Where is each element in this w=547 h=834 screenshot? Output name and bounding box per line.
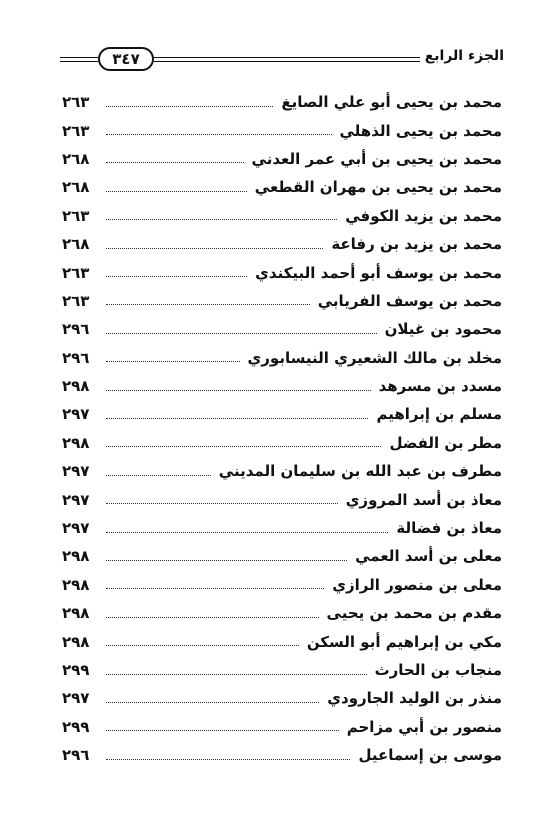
entry-page-number: ٢٩٩ bbox=[62, 717, 90, 736]
entry-name: معاذ بن فضالة bbox=[396, 519, 502, 538]
index-entry bbox=[62, 287, 502, 315]
entry-name: محمود بن غيلان bbox=[384, 320, 502, 339]
header-rule-right bbox=[154, 57, 420, 62]
index-entry bbox=[62, 429, 502, 457]
entry-page-number: ٢٦٨ bbox=[62, 178, 90, 197]
index-entry bbox=[62, 202, 502, 230]
entry-name: محمد بن يحيى الذهلي bbox=[339, 121, 502, 140]
dot-leader bbox=[106, 532, 388, 533]
index-entry bbox=[62, 656, 502, 684]
entry-name: محمد بن يحيى أبو علي الصايغ bbox=[281, 93, 502, 112]
entry-name: معاذ بن أسد المروزي bbox=[345, 490, 502, 509]
dot-leader bbox=[106, 390, 371, 391]
dot-leader bbox=[106, 560, 347, 561]
index-entry bbox=[62, 599, 502, 627]
entry-page-number: ٢٦٨ bbox=[62, 235, 90, 254]
entry-page-number: ٢٩٦ bbox=[62, 746, 90, 765]
entry-name: مخلد بن مالك الشعيري النيسابوري bbox=[247, 348, 502, 367]
header-rule-left bbox=[60, 57, 98, 62]
index-entry bbox=[62, 116, 502, 144]
entry-name: معلى بن أسد العمي bbox=[355, 547, 502, 566]
index-entry bbox=[62, 258, 502, 286]
dot-leader bbox=[106, 674, 367, 675]
entry-name: مسدد بن مسرهد bbox=[378, 377, 502, 396]
running-title: الجزء الرابع bbox=[424, 48, 504, 64]
dot-leader bbox=[106, 134, 332, 135]
dot-leader bbox=[106, 219, 337, 220]
dot-leader bbox=[106, 588, 324, 589]
dot-leader bbox=[106, 503, 338, 504]
dot-leader bbox=[106, 191, 247, 192]
dot-leader bbox=[106, 645, 299, 646]
entry-page-number: ٢٩٨ bbox=[62, 433, 90, 452]
entry-name: مقدم بن محمد بن يحيى bbox=[326, 604, 502, 623]
index-entry bbox=[62, 344, 502, 372]
dot-leader bbox=[106, 361, 240, 362]
dot-leader bbox=[106, 276, 247, 277]
entry-page-number: ٢٩٧ bbox=[62, 462, 90, 481]
entry-page-number: ٢٦٣ bbox=[62, 291, 90, 310]
dot-leader bbox=[106, 418, 368, 419]
index-entry bbox=[62, 230, 502, 258]
index-list bbox=[62, 88, 502, 769]
entry-name: مطرف بن عبد الله بن سليمان المديني bbox=[218, 462, 502, 481]
page-header bbox=[60, 44, 504, 74]
page-number: ٣٤٧ bbox=[98, 47, 154, 71]
index-entry bbox=[62, 571, 502, 599]
entry-name: مسلم بن إبراهيم bbox=[376, 405, 502, 424]
index-entry bbox=[62, 684, 502, 712]
index-entry bbox=[62, 400, 502, 428]
entry-name: محمد بن يوسف أبو أحمد البيكندي bbox=[255, 263, 502, 282]
entry-name: محمد بن يزيد بن رفاعة bbox=[331, 235, 502, 254]
entry-page-number: ٢٩٨ bbox=[62, 575, 90, 594]
entry-page-number: ٢٩٩ bbox=[62, 661, 90, 679]
index-entry bbox=[62, 485, 502, 513]
index-entry bbox=[62, 514, 502, 542]
dot-leader bbox=[106, 475, 211, 476]
index-entry bbox=[62, 145, 502, 173]
entry-page-number: ٢٩٨ bbox=[62, 377, 90, 396]
entry-page-number: ٢٩٧ bbox=[62, 405, 90, 424]
entry-page-number: ٢٩٨ bbox=[62, 632, 90, 651]
dot-leader bbox=[106, 304, 310, 305]
index-entry bbox=[62, 88, 502, 116]
entry-name: محمد بن يوسف الفريابي bbox=[317, 291, 502, 310]
dot-leader bbox=[106, 333, 377, 334]
dot-leader bbox=[106, 248, 323, 249]
dot-leader bbox=[106, 617, 319, 618]
entry-page-number: ٢٩٦ bbox=[62, 320, 90, 339]
entry-page-number: ٢٩٧ bbox=[62, 689, 90, 708]
entry-name: محمد بن يحيى بن مهران القطعي bbox=[254, 178, 502, 197]
entry-name: موسى بن إسماعيل bbox=[358, 746, 502, 765]
entry-page-number: ٢٩٨ bbox=[62, 547, 90, 566]
dot-leader bbox=[106, 702, 319, 703]
index-entry bbox=[62, 542, 502, 570]
entry-page-number: ٢٦٣ bbox=[62, 263, 90, 282]
entry-name: محمد بن يحيى بن أبي عمر العدني bbox=[251, 149, 502, 168]
entry-page-number: ٢٩٦ bbox=[62, 348, 90, 367]
index-entry bbox=[62, 627, 502, 655]
dot-leader bbox=[106, 106, 273, 107]
entry-page-number: ٢٩٧ bbox=[62, 490, 90, 509]
entry-page-number: ٢٦٣ bbox=[62, 93, 90, 112]
entry-page-number: ٢٦٣ bbox=[62, 121, 90, 140]
dot-leader bbox=[106, 162, 244, 163]
index-entry bbox=[62, 713, 502, 741]
entry-page-number: ٢٦٨ bbox=[62, 149, 90, 168]
entry-name: مكي بن إبراهيم أبو السكن bbox=[306, 632, 502, 651]
index-entry bbox=[62, 457, 502, 485]
index-entry bbox=[62, 173, 502, 201]
entry-page-number: ٢٩٨ bbox=[62, 604, 90, 623]
entry-name: منذر بن الوليد الجارودي bbox=[327, 689, 502, 708]
entry-name: مطر بن الفضل bbox=[389, 433, 502, 452]
dot-leader bbox=[106, 730, 339, 731]
index-entry bbox=[62, 741, 502, 769]
entry-name: محمد بن يزيد الكوفي bbox=[345, 206, 502, 225]
entry-page-number: ٢٦٣ bbox=[62, 206, 90, 225]
entry-name: معلى بن منصور الرازي bbox=[332, 575, 502, 594]
index-entry bbox=[62, 372, 502, 400]
dot-leader bbox=[106, 759, 350, 760]
entry-page-number: ٢٩٧ bbox=[62, 519, 90, 538]
dot-leader bbox=[106, 446, 381, 447]
entry-name: منجاب بن الحارث bbox=[374, 661, 502, 679]
index-entry bbox=[62, 315, 502, 343]
entry-name: منصور بن أبي مزاحم bbox=[346, 717, 502, 736]
